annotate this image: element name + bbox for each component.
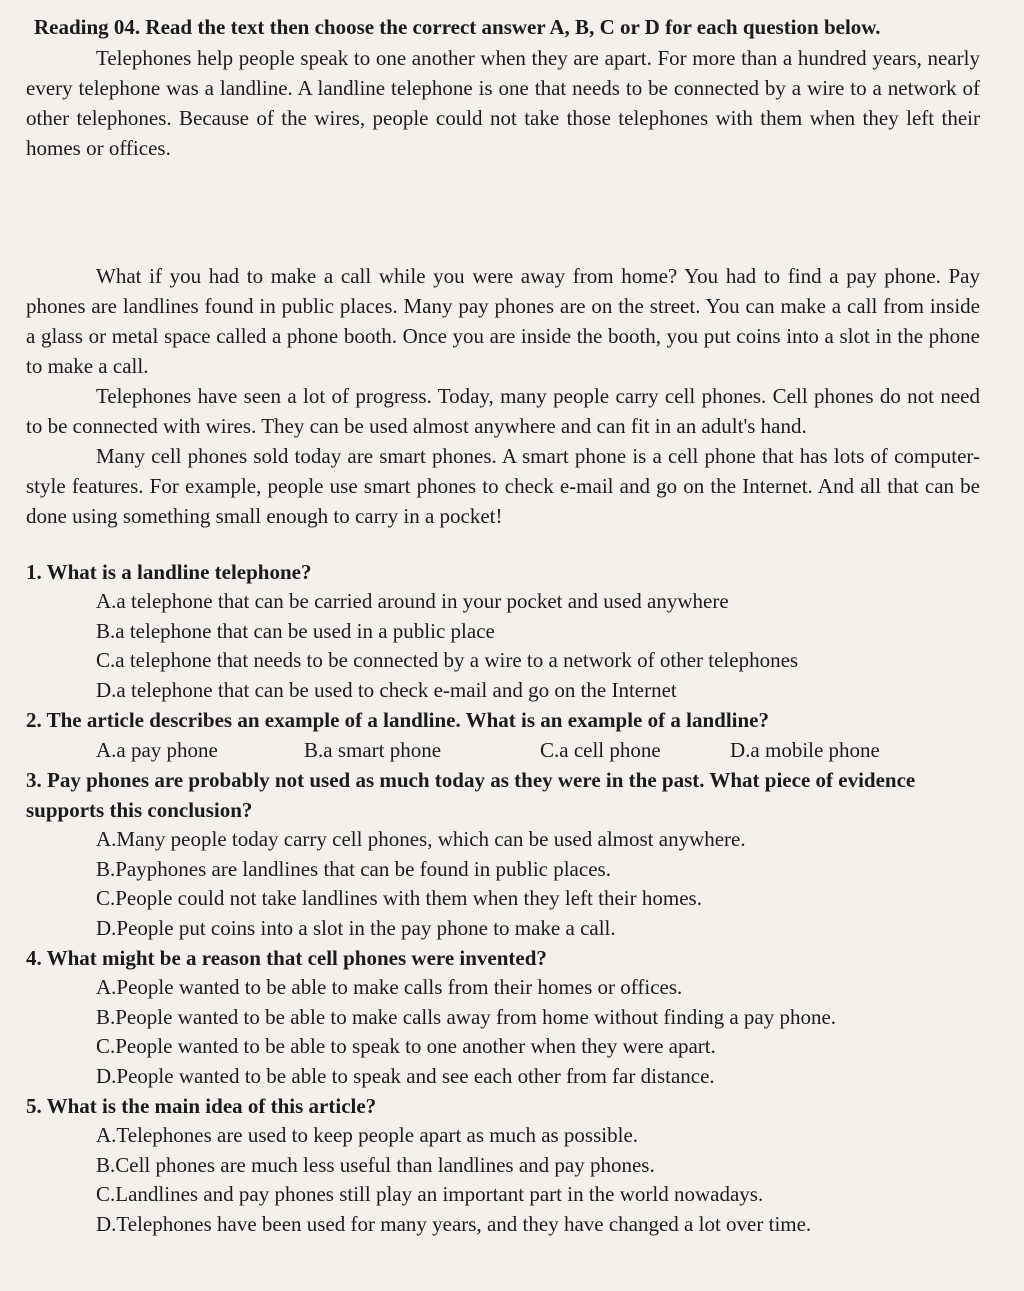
option-a: A.Many people today carry cell phones, which can be used almost anywhere. <box>96 827 746 851</box>
question-4 <box>26 943 980 1091</box>
option-a: A.a pay phone <box>96 738 218 762</box>
option-d: D.a telephone that can be used to check e-mail and go on the Internet <box>96 677 677 702</box>
option-b: B.a smart phone <box>304 738 442 762</box>
option-c: C.Landlines and pay phones still play an important part in the world nowadays. <box>96 1182 764 1206</box>
option-b: B.People wanted to be able to make calls away from home without finding a pay phone. <box>96 1004 837 1029</box>
option-a: A.Telephones are used to keep people apart as much as possible. <box>96 1123 639 1147</box>
blank-space <box>26 531 980 557</box>
option-b: B.Cell phones are much less useful than landlines and pay phones. <box>96 1152 655 1177</box>
paragraph-2: What if you had to make a call while you were away from home? You had to find a pay phone. Pay phones are landlines found in public places. Many pay phones are on the street. You can make a call from inside a glass or metal space called a phone booth. Once you are inside the booth, you put coins into a slot in the phone to make a call. <box>26 264 980 378</box>
question-5 <box>26 1091 980 1239</box>
option-d: D.People wanted to be able to speak and see each other from far distance. <box>96 1063 715 1088</box>
option-d: D.People put coins into a slot in the pay phone to make a call. <box>96 915 616 940</box>
reading-heading: Reading 04. Read the text then choose the correct answer A, B, C or D for each question below. <box>34 15 881 39</box>
option-d: D.a mobile phone <box>730 738 880 762</box>
option-d: D.Telephones have been used for many years, and they have changed a lot over time. <box>96 1211 812 1236</box>
question-2 <box>26 705 980 765</box>
option-c: C.a telephone that needs to be connected by a wire to a network of other telephones <box>96 648 799 672</box>
paragraph-1: Telephones help people speak to one another when they are apart. For more than a hundred years, nearly every telephone was a landline. A landline telephone is one that needs to be connected by a wire to a network of other telephones. Because of the wires, people could not take those telephones with them when they left their homes or offices. <box>26 46 980 160</box>
paragraph-4: Many cell phones sold today are smart phones. A smart phone is a cell phone that has lots of computer-style features. For example, people use smart phones to check e-mail and go on the Internet. And all that can be done using something small enough to carry in a pocket! <box>26 444 980 528</box>
option-c: C.a cell phone <box>540 738 661 762</box>
option-a: A.a telephone that can be carried around in your pocket and used anywhere <box>96 589 729 613</box>
option-a: A.People wanted to be able to make calls from their homes or offices. <box>96 975 683 999</box>
question-text: 3. Pay phones are probably not used as much today as they were in the past. What piece of evidence supports this conclusion? <box>26 768 916 822</box>
question-text: 2. The article describes an example of a landline. What is an example of a landline? <box>26 708 769 732</box>
option-b: B.Payphones are landlines that can be found in public places. <box>96 856 611 881</box>
options-row <box>26 735 980 765</box>
option-b: B.a telephone that can be used in a public place <box>96 618 495 643</box>
question-text: 5. What is the main idea of this article? <box>26 1094 377 1118</box>
paragraph-3: Telephones have seen a lot of progress. Today, many people carry cell phones. Cell phones do not need to be connected with wires. They can be used almost anywhere and can fit in an adult's hand. <box>26 384 980 438</box>
option-c: C.People could not take landlines with them when they left their homes. <box>96 886 702 910</box>
question-1 <box>26 557 980 705</box>
blank-space <box>26 163 980 261</box>
question-3 <box>26 765 980 943</box>
question-text: 1. What is a landline telephone? <box>26 560 312 584</box>
question-text: 4. What might be a reason that cell phones were invented? <box>26 946 547 970</box>
option-c: C.People wanted to be able to speak to one another when they were apart. <box>96 1034 716 1058</box>
